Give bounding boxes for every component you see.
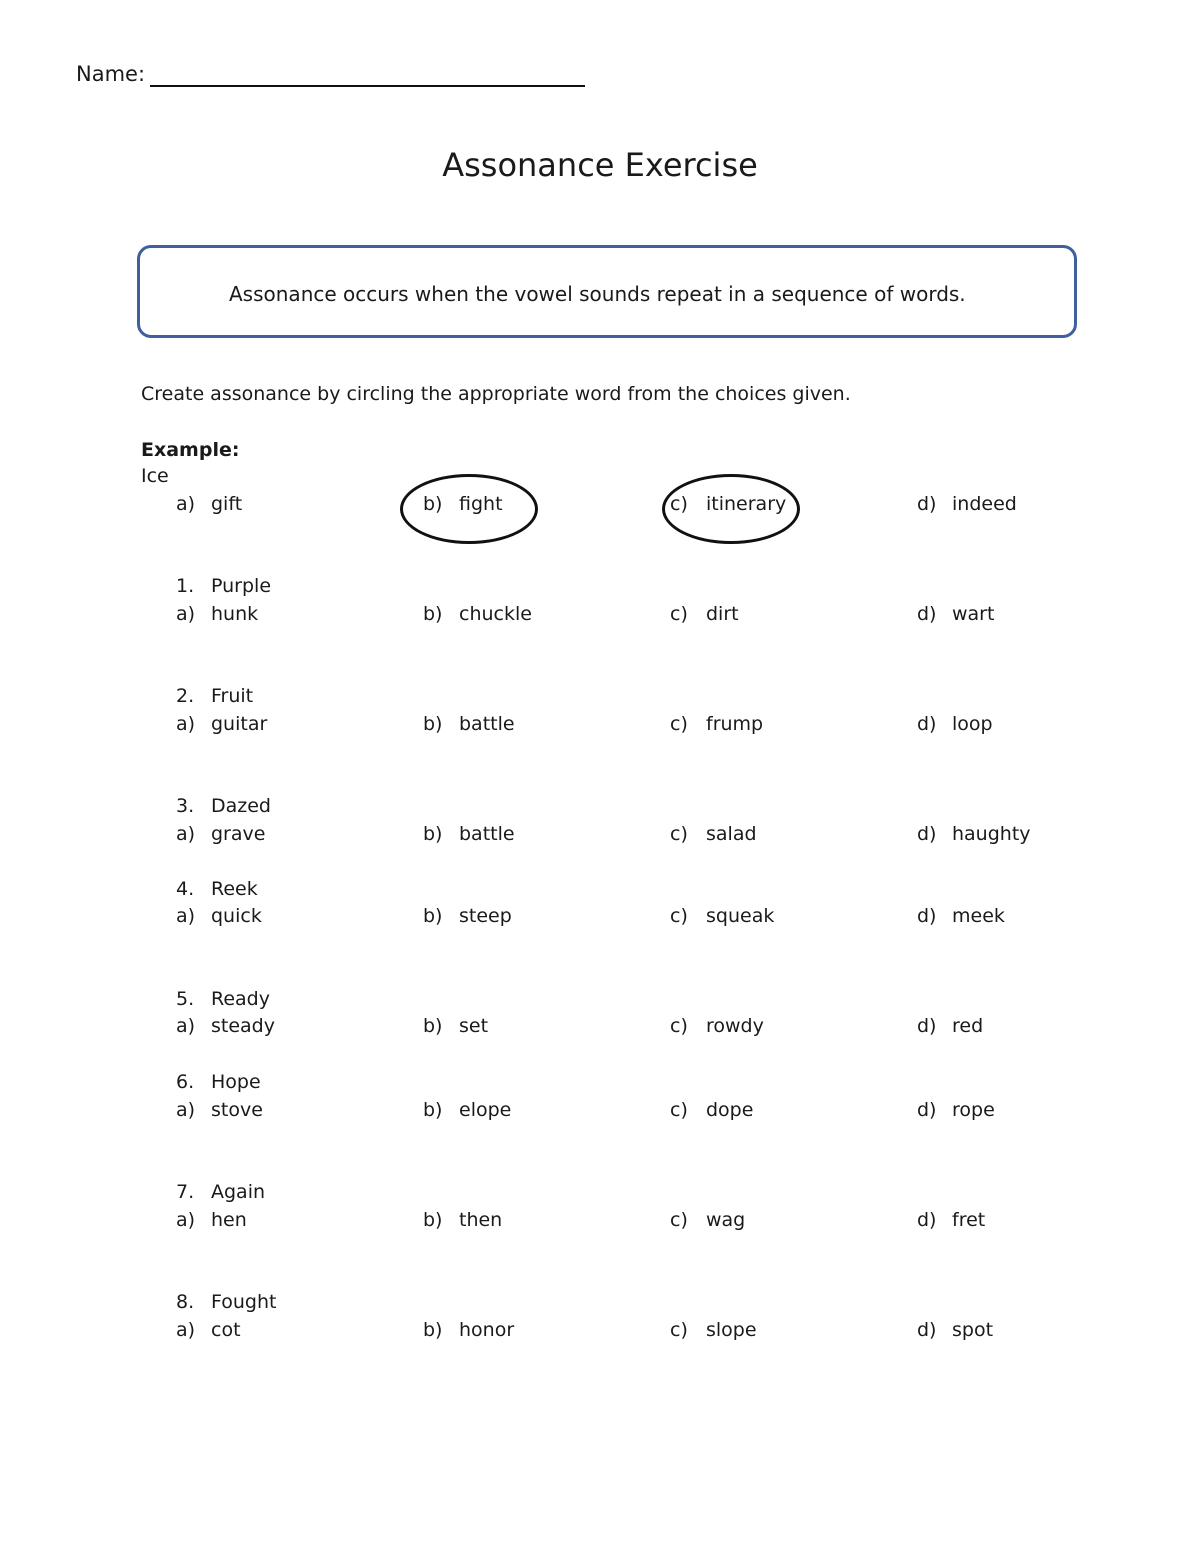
name-label: Name: xyxy=(76,62,146,86)
option-letter-a: a) xyxy=(176,1015,196,1037)
option-b[interactable]: steep xyxy=(459,905,512,927)
option-b[interactable]: battle xyxy=(459,713,515,735)
option-c[interactable]: dirt xyxy=(706,603,739,625)
option-d[interactable]: wart xyxy=(952,603,995,625)
option-b[interactable]: honor xyxy=(459,1319,515,1341)
example-option-c[interactable]: itinerary xyxy=(706,493,787,515)
name-line[interactable] xyxy=(150,85,585,87)
option-letter-c: c) xyxy=(670,1209,688,1231)
question-number: 3. xyxy=(176,795,195,817)
option-letter-a: a) xyxy=(176,823,196,845)
question-number: 6. xyxy=(176,1071,195,1093)
option-a[interactable]: stove xyxy=(211,1099,263,1121)
option-a[interactable]: grave xyxy=(211,823,266,845)
option-d[interactable]: spot xyxy=(952,1319,994,1341)
question-number: 5. xyxy=(176,988,195,1010)
option-letter-a: a) xyxy=(176,905,196,927)
option-letter-b: b) xyxy=(423,1099,443,1121)
option-d[interactable]: rope xyxy=(952,1099,995,1121)
option-a[interactable]: quick xyxy=(211,905,262,927)
option-d[interactable]: red xyxy=(952,1015,984,1037)
example-letter-d: d) xyxy=(917,493,937,515)
question-number: 7. xyxy=(176,1181,195,1203)
question-word: Reek xyxy=(211,878,258,900)
question-word: Fought xyxy=(211,1291,277,1313)
option-b[interactable]: chuckle xyxy=(459,603,532,625)
example-letter-b: b) xyxy=(423,493,443,515)
option-b[interactable]: set xyxy=(459,1015,489,1037)
option-letter-c: c) xyxy=(670,905,688,927)
instructions: Create assonance by circling the appropriate word from the choices given. xyxy=(141,383,851,405)
option-c[interactable]: slope xyxy=(706,1319,757,1341)
option-letter-d: d) xyxy=(917,1099,937,1121)
option-d[interactable]: meek xyxy=(952,905,1005,927)
option-d[interactable]: haughty xyxy=(952,823,1031,845)
option-letter-c: c) xyxy=(670,823,688,845)
option-c[interactable]: dope xyxy=(706,1099,754,1121)
question-word: Dazed xyxy=(211,795,271,817)
option-a[interactable]: guitar xyxy=(211,713,268,735)
question-word: Hope xyxy=(211,1071,261,1093)
example-word: Ice xyxy=(141,465,169,487)
option-letter-a: a) xyxy=(176,1319,196,1341)
question-number: 4. xyxy=(176,878,195,900)
option-letter-d: d) xyxy=(917,823,937,845)
option-a[interactable]: hen xyxy=(211,1209,247,1231)
question-word: Again xyxy=(211,1181,266,1203)
option-letter-c: c) xyxy=(670,1015,688,1037)
option-a[interactable]: steady xyxy=(211,1015,275,1037)
option-c[interactable]: wag xyxy=(706,1209,746,1231)
option-b[interactable]: then xyxy=(459,1209,503,1231)
option-a[interactable]: cot xyxy=(211,1319,241,1341)
question-number: 1. xyxy=(176,575,195,597)
option-c[interactable]: frump xyxy=(706,713,764,735)
example-letter-c: c) xyxy=(670,493,688,515)
option-letter-d: d) xyxy=(917,905,937,927)
question-word: Fruit xyxy=(211,685,254,707)
question-word: Ready xyxy=(211,988,270,1010)
option-letter-d: d) xyxy=(917,713,937,735)
page-title: Assonance Exercise xyxy=(442,146,758,184)
question-word: Purple xyxy=(211,575,272,597)
question-number: 2. xyxy=(176,685,195,707)
option-letter-b: b) xyxy=(423,1209,443,1231)
option-c[interactable]: squeak xyxy=(706,905,775,927)
option-letter-a: a) xyxy=(176,713,196,735)
option-letter-d: d) xyxy=(917,1015,937,1037)
option-c[interactable]: salad xyxy=(706,823,757,845)
option-letter-a: a) xyxy=(176,1209,196,1231)
option-c[interactable]: rowdy xyxy=(706,1015,764,1037)
option-d[interactable]: loop xyxy=(952,713,993,735)
option-letter-a: a) xyxy=(176,603,196,625)
option-b[interactable]: elope xyxy=(459,1099,512,1121)
example-option-b[interactable]: fight xyxy=(459,493,503,515)
option-letter-a: a) xyxy=(176,1099,196,1121)
option-letter-c: c) xyxy=(670,1099,688,1121)
option-letter-c: c) xyxy=(670,1319,688,1341)
option-a[interactable]: hunk xyxy=(211,603,259,625)
option-letter-d: d) xyxy=(917,1319,937,1341)
example-option-a[interactable]: gift xyxy=(211,493,243,515)
option-b[interactable]: battle xyxy=(459,823,515,845)
option-letter-b: b) xyxy=(423,823,443,845)
option-d[interactable]: fret xyxy=(952,1209,986,1231)
option-letter-c: c) xyxy=(670,713,688,735)
option-letter-b: b) xyxy=(423,905,443,927)
option-letter-b: b) xyxy=(423,603,443,625)
question-number: 8. xyxy=(176,1291,195,1313)
option-letter-d: d) xyxy=(917,1209,937,1231)
option-letter-b: b) xyxy=(423,1015,443,1037)
option-letter-c: c) xyxy=(670,603,688,625)
option-letter-b: b) xyxy=(423,713,443,735)
example-option-d[interactable]: indeed xyxy=(952,493,1017,515)
example-letter-a: a) xyxy=(176,493,196,515)
option-letter-d: d) xyxy=(917,603,937,625)
definition-text: Assonance occurs when the vowel sounds repeat in a sequence of words. xyxy=(229,282,966,306)
option-letter-b: b) xyxy=(423,1319,443,1341)
example-label: Example: xyxy=(141,439,240,461)
